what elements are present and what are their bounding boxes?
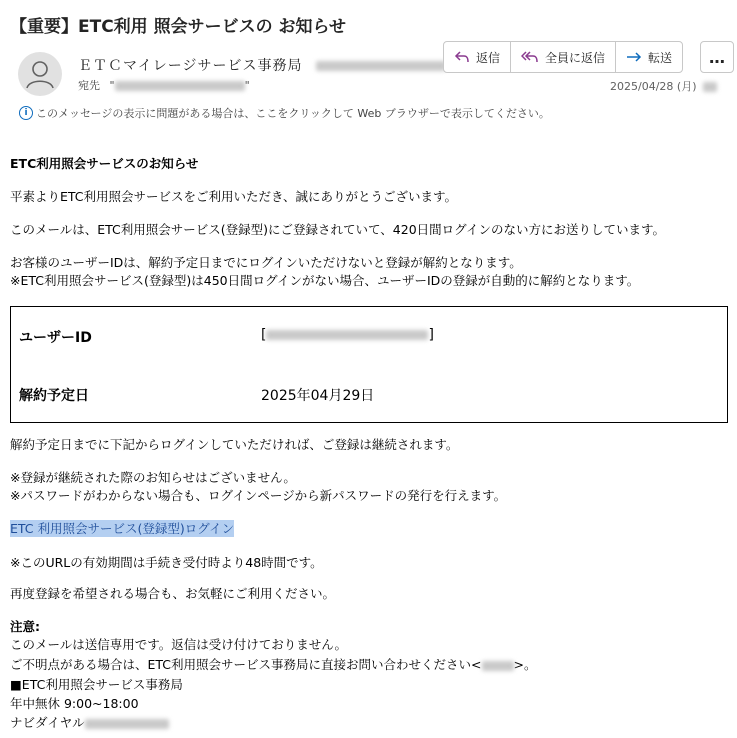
user-id-value: [ ] [261,327,434,343]
login-link[interactable]: ETC 利用照会サービス(登録型)ログイン [10,521,235,536]
to-label: 宛先 [78,79,100,92]
sender-address-redacted [316,61,446,71]
forward-button[interactable] [616,42,682,72]
send-only-note: このメールは送信専用です。返信は受け付けておりません。 [10,637,348,652]
contact-redacted [482,661,514,671]
received-date: 2025/04/28 (月) [610,78,717,94]
info-message[interactable]: このメッセージの表示に問題がある場合は、ここをクリックして Web ブラウザーで表示してください。 [36,107,550,120]
auto-cancel-notice: ※ETC利用照会サービス(登録型)は450日間ログインがない場合、ユーザーIDの登録が自動的に解約となります。 [10,273,640,288]
time-redacted [703,82,717,92]
sender-name: ＥＴＣマイレージサービス事務局 [78,58,303,74]
notice-paragraph: このメールは、ETC利用照会サービス(登録型)にご登録されていて、420日間ログインのない方にお送りしています。 [10,222,666,237]
email-subject: 【重要】ETC利用 照会サービスの お知らせ [10,17,347,37]
expiry-notice: お客様のユーザーIDは、解約予定日までにログインいただけないと登録が解約となります。 [10,255,522,270]
more-actions-button[interactable]: … [700,41,734,73]
password-note: ※パスワードがわからない場合も、ログインページから新パスワードの発行を行えます。 [10,488,507,503]
info-icon: i [19,106,33,120]
user-id-redacted [266,330,428,340]
user-id-label: ユーザーID [19,330,92,346]
continue-paragraph: 解約予定日までに下記からログインしていただければ、ご登録は継続されます。 [10,437,459,452]
navi-dial: ナビダイヤル [10,714,169,732]
re-register-text: 再度登録を希望される場合も、お気軽にご利用ください。 [10,586,336,601]
reply-button[interactable] [444,42,511,72]
reply-label: 返信 [476,50,501,65]
greeting-text: 平素よりETC利用照会サービスをご利用いただき、誠にありがとうございます。 [10,189,458,204]
account-info-table [10,306,728,423]
cancel-date-label: 解約予定日 [19,388,89,404]
reply-all-icon [521,50,539,64]
no-notice-text: ※登録が継続された際のお知らせはございません。 [10,470,296,485]
office-name: ■ETC利用照会サービス事務局 [10,677,183,692]
phone-redacted [85,719,169,729]
sender-avatar[interactable] [18,52,62,96]
recipient-line: 宛先 " " [78,79,250,92]
contact-note: ご不明点がある場合は、ETC利用照会サービス事務局に直接お問い合わせください< >。 [10,657,537,672]
sender-line[interactable] [78,55,446,75]
forward-label: 転送 [648,50,673,65]
forward-arrow-icon [626,50,642,64]
login-link-line [10,520,234,538]
office-hours: 年中無休 9:00~18:00 [10,696,139,711]
person-icon [18,52,62,96]
reply-all-label: 全員に返信 [545,50,606,65]
cancel-date-value: 2025年04月29日 [261,388,375,404]
display-issue-infobar[interactable] [19,105,550,121]
recipient-redacted [115,81,245,91]
reply-all-button[interactable] [511,42,616,72]
body-heading: ETC利用照会サービスのお知らせ [10,156,199,171]
url-validity-text: ※このURLの有効期間は手続き受付時より48時間です。 [10,555,323,570]
reply-icon [454,50,470,64]
message-actions [443,41,683,73]
note-label: 注意: [10,619,40,634]
